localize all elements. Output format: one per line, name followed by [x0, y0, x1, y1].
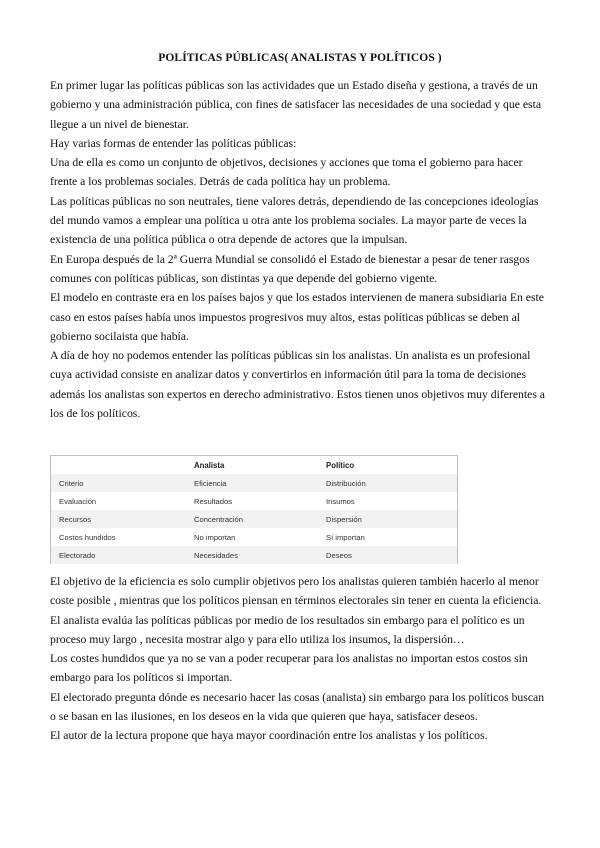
table-cell: Deseos: [318, 546, 457, 564]
table-cell: Dispersión: [318, 510, 457, 528]
table-cell: Distribución: [318, 474, 457, 492]
paragraph: El modelo en contraste era en los países bajos y que los estados intervienen de manera subsidiaria En este caso en estos países había unos impuestos progresivos muy altos, estas políticas públicas se deben al gobierno socilaista que había.: [50, 291, 544, 343]
table-header-row: [51, 456, 457, 474]
table-row: [51, 474, 457, 492]
table-cell: Electorado: [51, 546, 186, 564]
paragraph: Hay varias formas de entender las políticas públicas:: [50, 136, 297, 150]
table-cell: Costos hundidos: [59, 532, 116, 542]
table-header-cell: Político: [318, 456, 457, 474]
table-cell: No importan: [194, 532, 236, 542]
paragraph: El autor de la lectura propone que haya mayor coordinación entre los analistas y los políticos.: [50, 729, 488, 743]
paragraph: A día de hoy no podemos entender las políticas públicas sin los analistas. Un analista es un profesional cuya actividad consiste en analizar datos y convertirlos en información útil para la toma de decisiones además los analistas son expertos en derecho administrativo. Estos tienen unos objetivos muy diferentes a los de los políticos.: [50, 349, 545, 421]
table-cell: Concentración: [186, 510, 318, 528]
paragraph: Una de ella es como un conjunto de objetivos, decisiones y acciones que toma el gobierno para hacer frente a los problemas sociales. Detrás de cada política hay un problema.: [50, 156, 523, 189]
document-title: POLÍTICAS PÚBLICAS( ANALISTAS Y POLÍTICOS ): [158, 52, 442, 64]
paragraph: El objetivo de la eficiencia es solo cumplir objetivos pero los analistas quieren también hacerlo al menor coste posible , mientras que los políticos piensan en términos electorales sin tener en cuenta la eficiencia.: [50, 575, 542, 608]
paragraph: En Europa después de la 2ª Guerra Mundial se consolidó el Estado de bienestar a pesar de tener rasgos comunes con políticas públicas, son distintas ya que depende del gobierno vigente.: [50, 252, 530, 285]
table-cell: Recursos: [51, 510, 186, 528]
table-cell: Eficiencia: [186, 474, 318, 492]
paragraph: En primer lugar las políticas públicas son las actividades que un Estado diseña y gestiona, a través de un gobierno y una administración pública, con fines de satisfacer las necesidades de una sociedad y que esta llegue a un nivel de bienestar.: [50, 79, 542, 131]
table-cell: Evaluación: [59, 496, 97, 506]
table-cell: Criterio: [51, 474, 186, 492]
table-row: [51, 546, 457, 564]
body-text-bottom: [50, 572, 550, 746]
table-cell: Necesidades: [186, 546, 318, 564]
table-row: [51, 510, 457, 528]
body-text-top: [50, 76, 550, 423]
comparison-table: [50, 455, 458, 564]
table-row: [51, 492, 457, 510]
paragraph: El electorado pregunta dónde es necesario hacer las cosas (analista) sin embargo para los políticos buscan o se basan en las ilusiones, en los deseos en la vida que quieren que haya, satisfacer deseos.: [50, 690, 545, 724]
paragraph: El analista evalúa las políticas públicas por medio de los resultados sin embargo para el político es un proceso muy largo , necesita mostrar algo y para ello utiliza los insumos, la dispersión…: [50, 613, 525, 646]
table-header-cell: [51, 456, 186, 474]
table-cell: Sí importan: [326, 532, 365, 542]
table-cell: Insumos: [326, 496, 355, 506]
table-header-cell: Analista: [186, 456, 318, 474]
table-cell: Resultados: [194, 496, 232, 506]
paragraph: Las políticas públicas no son neutrales, tiene valores detrás, dependiendo de las concepciones ideologías del mundo vamos a emplear una política u otra ante los problema sociales. La mayor parte de veces la existencia de una política pública o otra depende de actores que la impulsan.: [50, 194, 539, 247]
paragraph: Los costes hundidos que ya no se van a poder recuperar para los analistas no importan estos costos sin embargo para los políticos si importan.: [50, 652, 528, 685]
table-row: [51, 528, 457, 546]
